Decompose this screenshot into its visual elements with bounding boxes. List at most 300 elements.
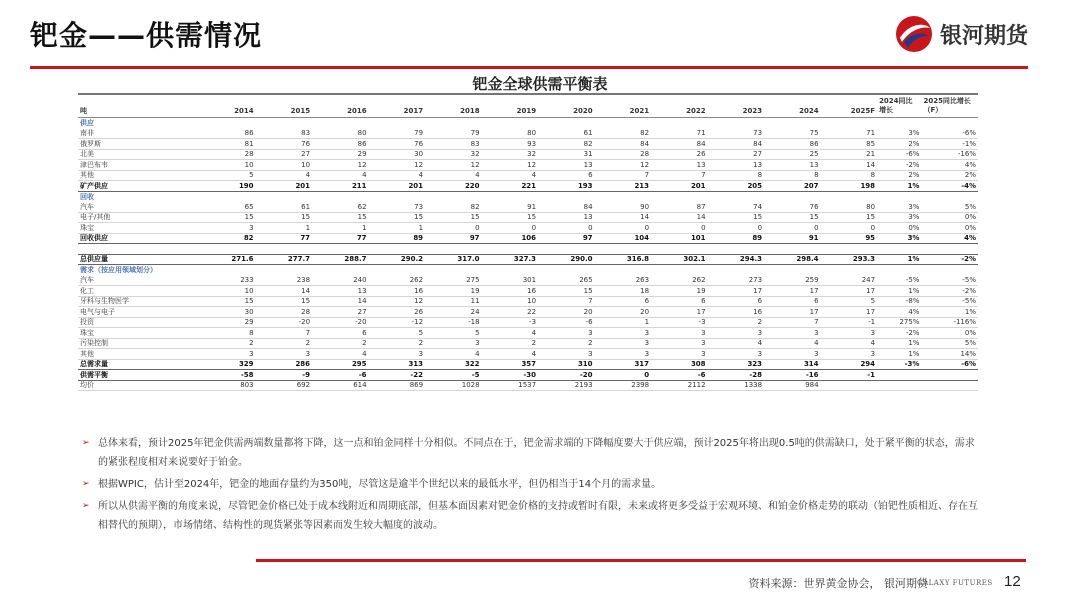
table-cell: 104: [595, 233, 652, 244]
table-cell: 3%: [877, 233, 921, 244]
table-cell: 86: [764, 139, 821, 150]
table-cell: 273: [708, 275, 765, 286]
bullet-item: [78, 497, 978, 535]
table-cell: 1%: [877, 338, 921, 349]
table-cell: 15: [256, 212, 313, 223]
total-row: [78, 359, 978, 370]
table-row: [78, 128, 978, 139]
table-cell: 6: [312, 328, 369, 339]
table-cell: -30: [482, 370, 539, 381]
table-cell: 322: [425, 359, 482, 370]
source-note: 资料来源：世界黄金协会， 银河期货: [748, 577, 928, 590]
table-cell: 205: [708, 181, 765, 192]
table-cell: [877, 370, 921, 381]
table-cell: 12: [369, 296, 426, 307]
row-label: 其他: [78, 170, 199, 181]
row-label: 均价: [78, 380, 199, 391]
table-cell: 4: [708, 338, 765, 349]
table-cell: 17: [651, 307, 708, 318]
table-cell: 803: [199, 380, 256, 391]
table-cell: 6: [708, 296, 765, 307]
table-cell: 2%: [877, 170, 921, 181]
header-cell: 2020: [538, 97, 595, 118]
table-cell: 13: [312, 286, 369, 297]
table-row: [78, 328, 978, 339]
table-cell: 193: [538, 181, 595, 192]
table-cell: 614: [312, 380, 369, 391]
table-row: [78, 307, 978, 318]
total-row: [78, 233, 978, 244]
table-cell: 22: [482, 307, 539, 318]
logo-text: 银河期货: [939, 23, 1028, 49]
table-cell: 1%: [877, 286, 921, 297]
total-row: [78, 370, 978, 381]
table-cell: 93: [482, 139, 539, 150]
table-cell: 13: [538, 212, 595, 223]
table-cell: 76: [369, 139, 426, 150]
table-cell: 0: [595, 370, 652, 381]
table-cell: 79: [425, 128, 482, 139]
table-cell: 4: [764, 338, 821, 349]
table-cell: 18: [595, 286, 652, 297]
table-cell: 14: [595, 212, 652, 223]
table-cell: 4: [821, 338, 878, 349]
table-cell: 28: [595, 149, 652, 160]
table-cell: 30: [199, 307, 256, 318]
table-cell: 75: [764, 128, 821, 139]
table-cell: 7: [764, 317, 821, 328]
table-cell: 95: [821, 233, 878, 244]
table-cell: 16: [708, 307, 765, 318]
row-label: 矿产供应: [78, 181, 199, 192]
table-cell: 294.3: [708, 254, 765, 265]
table-cell: 190: [199, 181, 256, 192]
header-cell: 2018: [425, 97, 482, 118]
table-cell: 17: [708, 286, 765, 297]
table-cell: 82: [425, 202, 482, 213]
table-cell: 65: [199, 202, 256, 213]
table-cell: -2%: [921, 286, 978, 297]
table-cell: 12: [312, 160, 369, 171]
row-label: 津巴布韦: [78, 160, 199, 171]
table-cell: 220: [425, 181, 482, 192]
row-label: 供需平衡: [78, 370, 199, 381]
table-cell: 101: [651, 233, 708, 244]
header-cell: 2025同比增长（F）: [921, 97, 978, 118]
arrow-bullet-icon: ➢: [82, 438, 90, 448]
section-label: 供应: [80, 119, 94, 127]
table-cell: 3: [595, 328, 652, 339]
row-label: 北美: [78, 149, 199, 160]
table-cell: 5%: [921, 338, 978, 349]
table-cell: 11: [425, 296, 482, 307]
table-cell: -58: [199, 370, 256, 381]
table-row: [78, 349, 978, 360]
bullet-item: [78, 434, 978, 472]
table-cell: 14: [256, 286, 313, 297]
total-row: [78, 254, 978, 265]
header-cell: 2024同比增长: [877, 97, 921, 118]
table-cell: -22: [369, 370, 426, 381]
table-row: [78, 160, 978, 171]
table-cell: -2%: [877, 328, 921, 339]
table-cell: 0: [651, 223, 708, 234]
row-label: 其他: [78, 349, 199, 360]
table-cell: 4: [482, 170, 539, 181]
table-cell: 275: [425, 275, 482, 286]
table-cell: -2%: [921, 254, 978, 265]
table-cell: 310: [538, 359, 595, 370]
header-cell: 吨: [78, 97, 199, 118]
table-cell: 3%: [877, 212, 921, 223]
table-cell: 0%: [877, 223, 921, 234]
table-cell: 0: [821, 223, 878, 234]
table-cell: 7: [256, 328, 313, 339]
table-cell: 8: [199, 328, 256, 339]
table-cell: 277.7: [256, 254, 313, 265]
table-cell: 106: [482, 233, 539, 244]
table-cell: 84: [651, 139, 708, 150]
table-cell: -6: [312, 370, 369, 381]
table-cell: [821, 380, 878, 391]
table-cell: 61: [538, 128, 595, 139]
table-cell: 80: [821, 202, 878, 213]
table-cell: 10: [256, 160, 313, 171]
table-cell: 2112: [651, 380, 708, 391]
table-cell: -16%: [921, 149, 978, 160]
table-cell: 6: [538, 170, 595, 181]
table-cell: 259: [764, 275, 821, 286]
bullet-text: 所以从供需平衡的角度来说，尽管钯金价格已处于成本线附近和周期底部，但基本面因素对钯金价格的支持或暂时有限，未来或将更多受益于宏观环境、和铂金价格走势的联动（铂钯性质相近、存在互相替代的预期），市场情绪、结构性的现货紧张等因素而发生较大幅度的波动。: [98, 501, 978, 531]
galaxy-logo-icon: [894, 14, 934, 54]
row-label: 电气与电子: [78, 307, 199, 318]
table-cell: 314: [764, 359, 821, 370]
table-cell: 211: [312, 181, 369, 192]
bullet-item: [78, 475, 978, 494]
table-cell: 286: [256, 359, 313, 370]
table-cell: 17: [821, 307, 878, 318]
table-cell: 2: [708, 317, 765, 328]
table-title-divider: [78, 93, 978, 95]
header-cell: 2023: [708, 97, 765, 118]
row-label: 俄罗斯: [78, 139, 199, 150]
table-cell: 12: [425, 160, 482, 171]
table-cell: 73: [369, 202, 426, 213]
table-cell: -6%: [921, 128, 978, 139]
table-cell: -1: [821, 317, 878, 328]
table-cell: 317: [595, 359, 652, 370]
table-cell: -20: [312, 317, 369, 328]
table-cell: 13: [538, 160, 595, 171]
table-cell: 3: [538, 349, 595, 360]
table-row: [78, 338, 978, 349]
section-label: [78, 244, 978, 255]
table-cell: 1%: [877, 254, 921, 265]
table-cell: 19: [425, 286, 482, 297]
table-cell: 84: [538, 202, 595, 213]
table-cell: 4: [482, 328, 539, 339]
table-cell: -8%: [877, 296, 921, 307]
section-row: [78, 265, 978, 276]
table-cell: 17: [764, 307, 821, 318]
table-cell: 28: [256, 307, 313, 318]
table-cell: 29: [199, 317, 256, 328]
table-cell: 3: [425, 338, 482, 349]
table-cell: -9: [256, 370, 313, 381]
page-title: 钯金——供需情况: [30, 19, 263, 52]
table-cell: -1%: [921, 139, 978, 150]
header-cell: 2017: [369, 97, 426, 118]
table-cell: 5%: [921, 202, 978, 213]
table-cell: 19: [651, 286, 708, 297]
table-cell: 15: [199, 296, 256, 307]
row-label: 南非: [78, 128, 199, 139]
table-cell: 77: [312, 233, 369, 244]
table-cell: 238: [256, 275, 313, 286]
table-row: [78, 296, 978, 307]
table-cell: 71: [651, 128, 708, 139]
table-cell: 3: [199, 223, 256, 234]
table-cell: 4%: [921, 233, 978, 244]
table-cell: 20: [538, 307, 595, 318]
table-cell: 4: [369, 170, 426, 181]
table-row: [78, 275, 978, 286]
table-cell: 692: [256, 380, 313, 391]
table-cell: 84: [595, 139, 652, 150]
table-row: [78, 380, 978, 391]
table-cell: -4%: [921, 181, 978, 192]
table-cell: 85: [821, 139, 878, 150]
table-cell: -20: [538, 370, 595, 381]
footer-divider: [256, 559, 1026, 562]
row-label: 牙科与生物医学: [78, 296, 199, 307]
table-cell: 0: [538, 223, 595, 234]
table-cell: 14%: [921, 349, 978, 360]
table-cell: 323: [708, 359, 765, 370]
row-label: 总需求量: [78, 359, 199, 370]
table-cell: 8: [821, 170, 878, 181]
table-cell: 3: [821, 349, 878, 360]
table-cell: -5%: [921, 275, 978, 286]
header-divider: [30, 66, 1028, 69]
table-cell: 2: [256, 338, 313, 349]
table-cell: 82: [595, 128, 652, 139]
table-cell: 71: [821, 128, 878, 139]
table-cell: 357: [482, 359, 539, 370]
table-cell: 0: [708, 223, 765, 234]
table-cell: 73: [708, 128, 765, 139]
table-cell: 3: [764, 328, 821, 339]
header-cell: 2024: [764, 97, 821, 118]
table-cell: 2398: [595, 380, 652, 391]
table-cell: 6: [595, 296, 652, 307]
table-cell: 2: [312, 338, 369, 349]
table-cell: 10: [482, 296, 539, 307]
arrow-bullet-icon: ➢: [82, 479, 90, 489]
table-cell: 62: [312, 202, 369, 213]
header-cell: 2019: [482, 97, 539, 118]
table-row: [78, 139, 978, 150]
header-cell: 2016: [312, 97, 369, 118]
table-cell: 5: [369, 328, 426, 339]
table-cell: 86: [312, 139, 369, 150]
table-cell: -5: [425, 370, 482, 381]
table-cell: 15: [199, 212, 256, 223]
table-cell: -3%: [877, 359, 921, 370]
table-cell: 7: [595, 170, 652, 181]
table-cell: [921, 380, 978, 391]
table-cell: 3: [821, 328, 878, 339]
table-cell: 302.1: [651, 254, 708, 265]
table-cell: 327.3: [482, 254, 539, 265]
table-cell: 1%: [877, 349, 921, 360]
table-cell: 14: [821, 160, 878, 171]
table-cell: 2193: [538, 380, 595, 391]
table-cell: 77: [256, 233, 313, 244]
table-cell: 4: [425, 170, 482, 181]
table-cell: 13: [651, 160, 708, 171]
table-cell: 5: [425, 328, 482, 339]
table-cell: 27: [256, 149, 313, 160]
table-cell: -1: [821, 370, 878, 381]
table-cell: 0: [764, 223, 821, 234]
table-cell: -6%: [877, 149, 921, 160]
table-cell: 4: [312, 349, 369, 360]
table-cell: 89: [708, 233, 765, 244]
section-label: 需求（按应用领域划分）: [80, 266, 157, 274]
table-cell: 12: [482, 160, 539, 171]
header-cell: 2025F: [821, 97, 878, 118]
table-cell: 12: [369, 160, 426, 171]
table-cell: 1028: [425, 380, 482, 391]
table-cell: 275%: [877, 317, 921, 328]
table-cell: 6: [764, 296, 821, 307]
table-cell: 20: [595, 307, 652, 318]
table-cell: 15: [425, 212, 482, 223]
table-cell: 15: [538, 286, 595, 297]
bullet-text: 总体来看，预计2025年钯金供需两端数量都将下降，这一点和铂金同样十分相似。不同点在于，钯金需求端的下降幅度要大于供应端，预计2025年将出现0.5吨的供需缺口，处于紧平衡的状态，需求的紧张程度相对来说要好于铂金。: [98, 438, 975, 468]
table-cell: 15: [369, 212, 426, 223]
table-cell: 301: [482, 275, 539, 286]
table-cell: 201: [369, 181, 426, 192]
row-label: 污染控制: [78, 338, 199, 349]
table-cell: 2: [482, 338, 539, 349]
table-cell: 16: [369, 286, 426, 297]
header-cell: 2015: [256, 97, 313, 118]
table-cell: 240: [312, 275, 369, 286]
total-row: [78, 181, 978, 192]
table-cell: 233: [199, 275, 256, 286]
table-cell: 0: [425, 223, 482, 234]
table-cell: 80: [482, 128, 539, 139]
table-cell: -3: [482, 317, 539, 328]
table-cell: 15: [256, 296, 313, 307]
table-cell: 5: [821, 296, 878, 307]
table-cell: 14: [312, 296, 369, 307]
table-cell: -16: [764, 370, 821, 381]
table-row: [78, 149, 978, 160]
table-cell: 295: [312, 359, 369, 370]
table-cell: 4%: [877, 307, 921, 318]
table-cell: 13: [708, 160, 765, 171]
table-cell: 1: [312, 223, 369, 234]
table-cell: 76: [764, 202, 821, 213]
table-cell: -20: [256, 317, 313, 328]
table-cell: 27: [312, 307, 369, 318]
row-label: 投资: [78, 317, 199, 328]
table-cell: 3: [651, 328, 708, 339]
table-cell: 8: [764, 170, 821, 181]
table-cell: 3: [256, 349, 313, 360]
table-cell: 97: [538, 233, 595, 244]
table-cell: 201: [651, 181, 708, 192]
row-label: 总供应量: [78, 254, 199, 265]
table-cell: 262: [369, 275, 426, 286]
table-cell: 10: [199, 160, 256, 171]
table-cell: -3: [651, 317, 708, 328]
header-cell: 2021: [595, 97, 652, 118]
table-cell: 4: [482, 349, 539, 360]
table-cell: -6%: [921, 359, 978, 370]
table-cell: 2%: [921, 170, 978, 181]
table-cell: 308: [651, 359, 708, 370]
table-cell: 87: [651, 202, 708, 213]
table-cell: 15: [821, 212, 878, 223]
table-cell: 4%: [921, 160, 978, 171]
table-cell: -5%: [877, 275, 921, 286]
table-cell: [921, 370, 978, 381]
supply-demand-table: [78, 97, 978, 391]
table-cell: 15: [708, 212, 765, 223]
table-cell: 221: [482, 181, 539, 192]
table-cell: -6: [538, 317, 595, 328]
table-cell: 1: [595, 317, 652, 328]
table-cell: 90: [595, 202, 652, 213]
table-cell: 329: [199, 359, 256, 370]
table-cell: 28: [199, 149, 256, 160]
table-cell: 0%: [921, 223, 978, 234]
table-cell: 17: [821, 286, 878, 297]
table-cell: -116%: [921, 317, 978, 328]
table-cell: 293.3: [821, 254, 878, 265]
table-cell: -2%: [877, 160, 921, 171]
table-row: [78, 244, 978, 255]
table-cell: 25: [764, 149, 821, 160]
table-cell: 1: [256, 223, 313, 234]
table-cell: 3: [595, 349, 652, 360]
table-row: [78, 170, 978, 181]
table-cell: 7: [538, 296, 595, 307]
table-cell: 29: [312, 149, 369, 160]
table-cell: 294: [821, 359, 878, 370]
galaxy-futures-wordmark: GALAXY FUTURES: [917, 579, 993, 587]
table-cell: 86: [199, 128, 256, 139]
table-cell: 3%: [877, 202, 921, 213]
table-row: [78, 202, 978, 213]
section-row: [78, 118, 978, 129]
table-cell: 83: [256, 128, 313, 139]
table-cell: 201: [256, 181, 313, 192]
table-cell: 76: [256, 139, 313, 150]
table-cell: 32: [482, 149, 539, 160]
table-cell: 30: [369, 149, 426, 160]
table-row: [78, 212, 978, 223]
table-cell: 0%: [921, 212, 978, 223]
table-cell: 10: [199, 286, 256, 297]
table-cell: 17: [764, 286, 821, 297]
table-cell: 3: [199, 349, 256, 360]
table-cell: 984: [764, 380, 821, 391]
